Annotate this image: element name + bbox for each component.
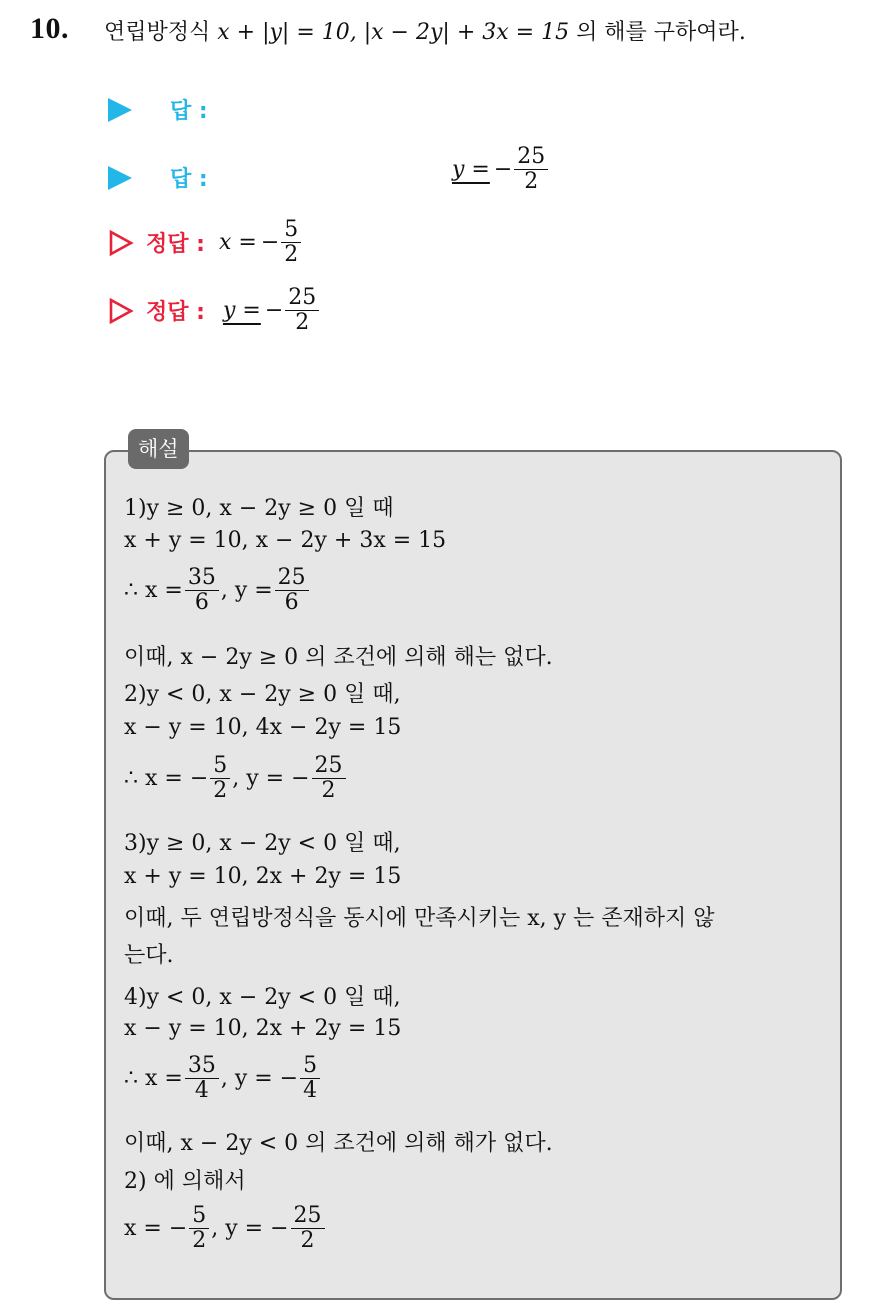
fraction-denominator: 6 [194,590,209,616]
fraction-numerator: 35 [185,1054,219,1079]
solution-fraction [189,1204,209,1253]
play-triangle-icon [108,98,132,122]
solution-text: , y = − [232,766,310,792]
fraction-numerator: 5 [210,754,230,779]
answer-label: 답 : [170,99,208,124]
solution-text: ∴ x = [124,1066,183,1092]
solution-line: 이때, x − 2y < 0 의 조건에 의해 해가 없다. [124,1131,553,1156]
solution-fraction [185,1054,219,1103]
solution-line: x − y = 10, 4x − 2y = 15 [124,715,402,740]
fraction-numerator: 5 [300,1054,320,1079]
answer-row-2 [108,162,208,193]
solution-line [124,1054,322,1103]
fraction-denominator: 2 [192,1228,207,1254]
question-equations: x + |y| = 10, |x − 2y| + 3x = 15 [217,20,570,45]
solution-line: 4)y < 0, x − 2y < 0 일 때, [124,985,401,1010]
fraction-denominator: 4 [194,1078,209,1104]
answer-lhs: y = [452,157,490,183]
solution-fraction [275,566,309,615]
solution-line: 는다. [124,943,174,968]
solution-line: x + y = 10, 2x + 2y = 15 [124,864,402,889]
solution-text: ∴ x = − [124,766,209,792]
solution-fraction [300,1054,320,1103]
fraction-denominator: 2 [321,778,336,804]
solution-line [124,754,348,803]
outline-triangle-icon [108,298,134,324]
fraction-denominator: 2 [213,778,228,804]
correct-answer-fraction [281,218,301,267]
answer-row-1 [108,94,208,125]
fraction-numerator: 25 [291,1204,325,1229]
answer-fraction [514,145,548,194]
question-text [104,15,746,46]
solution-line: x − y = 10, 2x + 2y = 15 [124,1016,402,1041]
correct-answer-lhs: x = [218,230,257,256]
solution-line [124,566,311,615]
question-suffix: 의 해를 구하여라. [576,20,746,45]
solution-line: 1)y ≥ 0, x − 2y ≥ 0 일 때 [124,496,394,521]
solution-line: 3)y ≥ 0, x − 2y < 0 일 때, [124,831,401,856]
solution-text: , y = − [220,1066,299,1092]
answer-value [452,145,550,194]
solution-text: ∴ x = [124,578,183,604]
fraction-denominator: 2 [295,310,310,336]
fraction-numerator: 5 [189,1204,209,1229]
question-prefix: 연립방정식 [104,20,211,45]
fraction-numerator: 35 [185,566,219,591]
solution-text: , y = [220,578,273,604]
correct-answer-lhs: y = [222,298,261,324]
solution-line: 이때, x − 2y ≥ 0 의 조건에 의해 해는 없다. [124,645,553,670]
correct-answer-row-1 [108,218,303,267]
play-triangle-icon [108,166,132,190]
fraction-numerator: 25 [285,286,319,311]
solution-fraction [312,754,346,803]
fraction-denominator: 2 [524,169,539,195]
solution-line: 이때, 두 연립방정식을 동시에 만족시키는 x, y 는 존재하지 않 [124,906,715,931]
correct-answer-row-2 [108,286,321,335]
solution-line: x + y = 10, x − 2y + 3x = 15 [124,528,447,553]
solution-line: 2)y < 0, x − 2y ≥ 0 일 때, [124,682,401,707]
solution-line [124,1204,327,1253]
fraction-numerator: 5 [281,218,301,243]
solution-fraction [291,1204,325,1253]
fraction-numerator: 25 [312,754,346,779]
solution-fraction [185,566,219,615]
solution-text: , y = − [211,1216,289,1242]
correct-answer-label: 정답 : [146,300,205,326]
fraction-numerator: 25 [275,566,309,591]
fraction-numerator: 25 [514,145,548,170]
correct-answer-label: 정답 : [146,232,205,258]
outline-triangle-icon [108,230,134,256]
fraction-denominator: 2 [300,1228,315,1254]
correct-answer-fraction [285,286,319,335]
fraction-denominator: 2 [284,242,299,268]
solution-line: 2) 에 의해서 [124,1169,246,1194]
question-number: 10. [30,12,69,45]
solution-tag: 해설 [128,429,189,469]
correct-answer-sign: − [260,230,280,256]
fraction-denominator: 6 [284,590,299,616]
fraction-denominator: 4 [303,1078,318,1104]
solution-fraction [210,754,230,803]
correct-answer-sign: − [264,298,284,324]
answer-sign: − [493,157,513,183]
answer-label: 답 : [170,167,208,192]
solution-text: x = − [124,1216,188,1242]
